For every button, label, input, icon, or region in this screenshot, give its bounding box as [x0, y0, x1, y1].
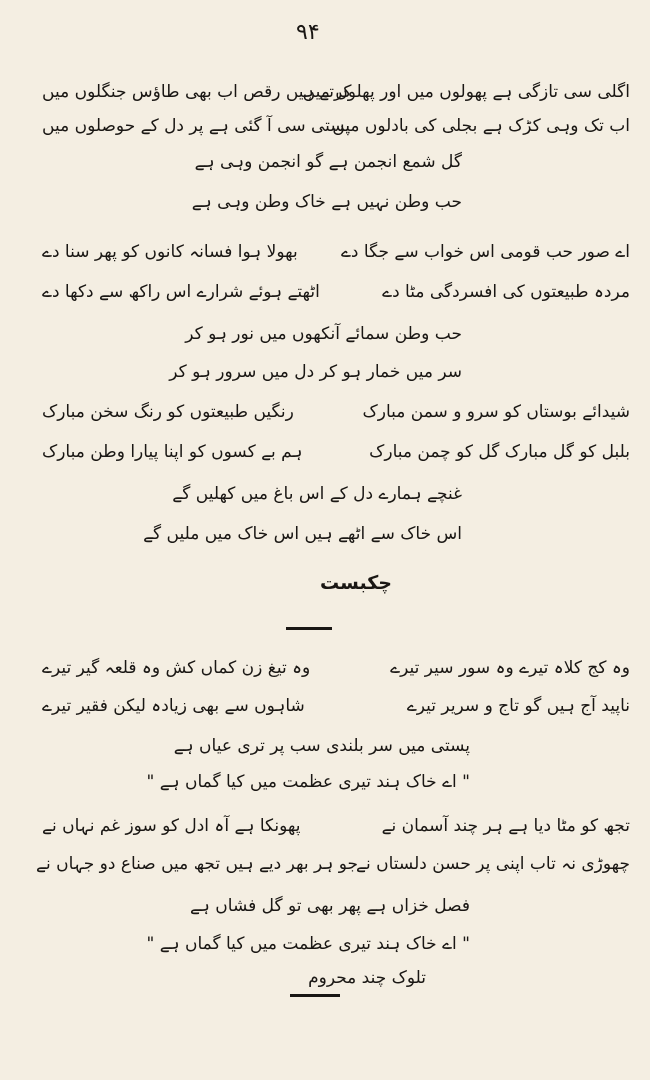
verse-right: اب تک وہی کڑک ہے بجلی کی بادلوں میں	[332, 116, 630, 136]
verse-center: " اے خاک ہند تیری عظمت میں کیا گماں ہے "	[146, 772, 470, 792]
verse-center: اس خاک سے اٹھے ہیں اس خاک میں ملیں گے	[143, 524, 462, 544]
verse-right: ناپید آج ہیں گو تاج و سریر تیرے	[406, 696, 630, 716]
verse-left: رنگیں طبیعتوں کو رنگ سخن مبارک	[42, 402, 294, 422]
verse-right: وہ کج کلاہ تیرے وہ سور سیر تیرے	[390, 658, 630, 678]
verse-right: بلبل کو گل مبارک گل کو چمن مبارک	[369, 442, 630, 462]
verse-left: بھولا ہوا فسانہ کانوں کو پھر سنا دے	[42, 242, 298, 262]
verse-left: کرتے ہیں رقص اب بھی طاؤس جنگلوں میں	[42, 82, 352, 102]
verse-right: اگلی سی تازگی ہے پھولوں میں اور پھلوں میں	[302, 82, 630, 102]
section-divider	[290, 994, 340, 997]
verse-right: اے صور حب قومی اس خواب سے جگا دے	[340, 242, 630, 262]
verse-left: اٹھتے ہوئے شرارے اس راکھ سے دکھا دے	[42, 282, 320, 302]
verse-center: غنچے ہمارے دل کے اس باغ میں کھلیں گے	[172, 484, 462, 504]
verse-left: ہم بے کسوں کو اپنا پیارا وطن مبارک	[42, 442, 303, 462]
verse-center: سر میں خمار ہو کر دل میں سرور ہو کر	[169, 362, 462, 382]
verse-right: تجھ کو مٹا دیا ہے ہر چند آسمان نے	[381, 816, 630, 836]
verse-center: حب وطن سمائے آنکھوں میں نور ہو کر	[185, 324, 462, 344]
verse-center: فصل خزاں ہے پھر بھی تو گل فشاں ہے	[189, 896, 470, 916]
verse-right: چھوڑی نہ تاب اپنی پر حسن دلستاں نے	[356, 854, 630, 874]
verse-center: گل شمع انجمن ہے گو انجمن وہی ہے	[194, 152, 462, 172]
section-divider	[286, 627, 332, 630]
page-number: ۹۴	[296, 20, 320, 45]
verse-right: مردہ طبیعتوں کی افسردگی مٹا دے	[382, 282, 630, 302]
verse-center: حب وطن نہیں ہے خاک وطن وہی ہے	[191, 192, 462, 212]
verse-left: وہ تیغ زن کماں کش وہ قلعہ گیر تیرے	[42, 658, 311, 678]
verse-center: پستی میں سر بلندی سب پر تری عیاں ہے	[173, 736, 470, 756]
verse-left: پھونکا ہے آہ ادل کو سوز غم نہاں نے	[42, 816, 301, 836]
verse-right: شیدائے بوستاں کو سرو و سمن مبارک	[362, 402, 630, 422]
author-signature: چکبست	[320, 572, 392, 594]
verse-left: جو ہر بھر دیے ہیں تجھ میں صناع دو جہاں نے	[36, 854, 359, 874]
verse-left: پستی سی آ گئی ہے پر دل کے حوصلوں میں	[42, 116, 351, 136]
author-signature: تلوک چند محروم	[308, 968, 426, 988]
verse-center: " اے خاک ہند تیری عظمت میں کیا گماں ہے "	[146, 934, 470, 954]
verse-left: شاہوں سے بھی زیادہ لیکن فقیر تیرے	[42, 696, 305, 716]
